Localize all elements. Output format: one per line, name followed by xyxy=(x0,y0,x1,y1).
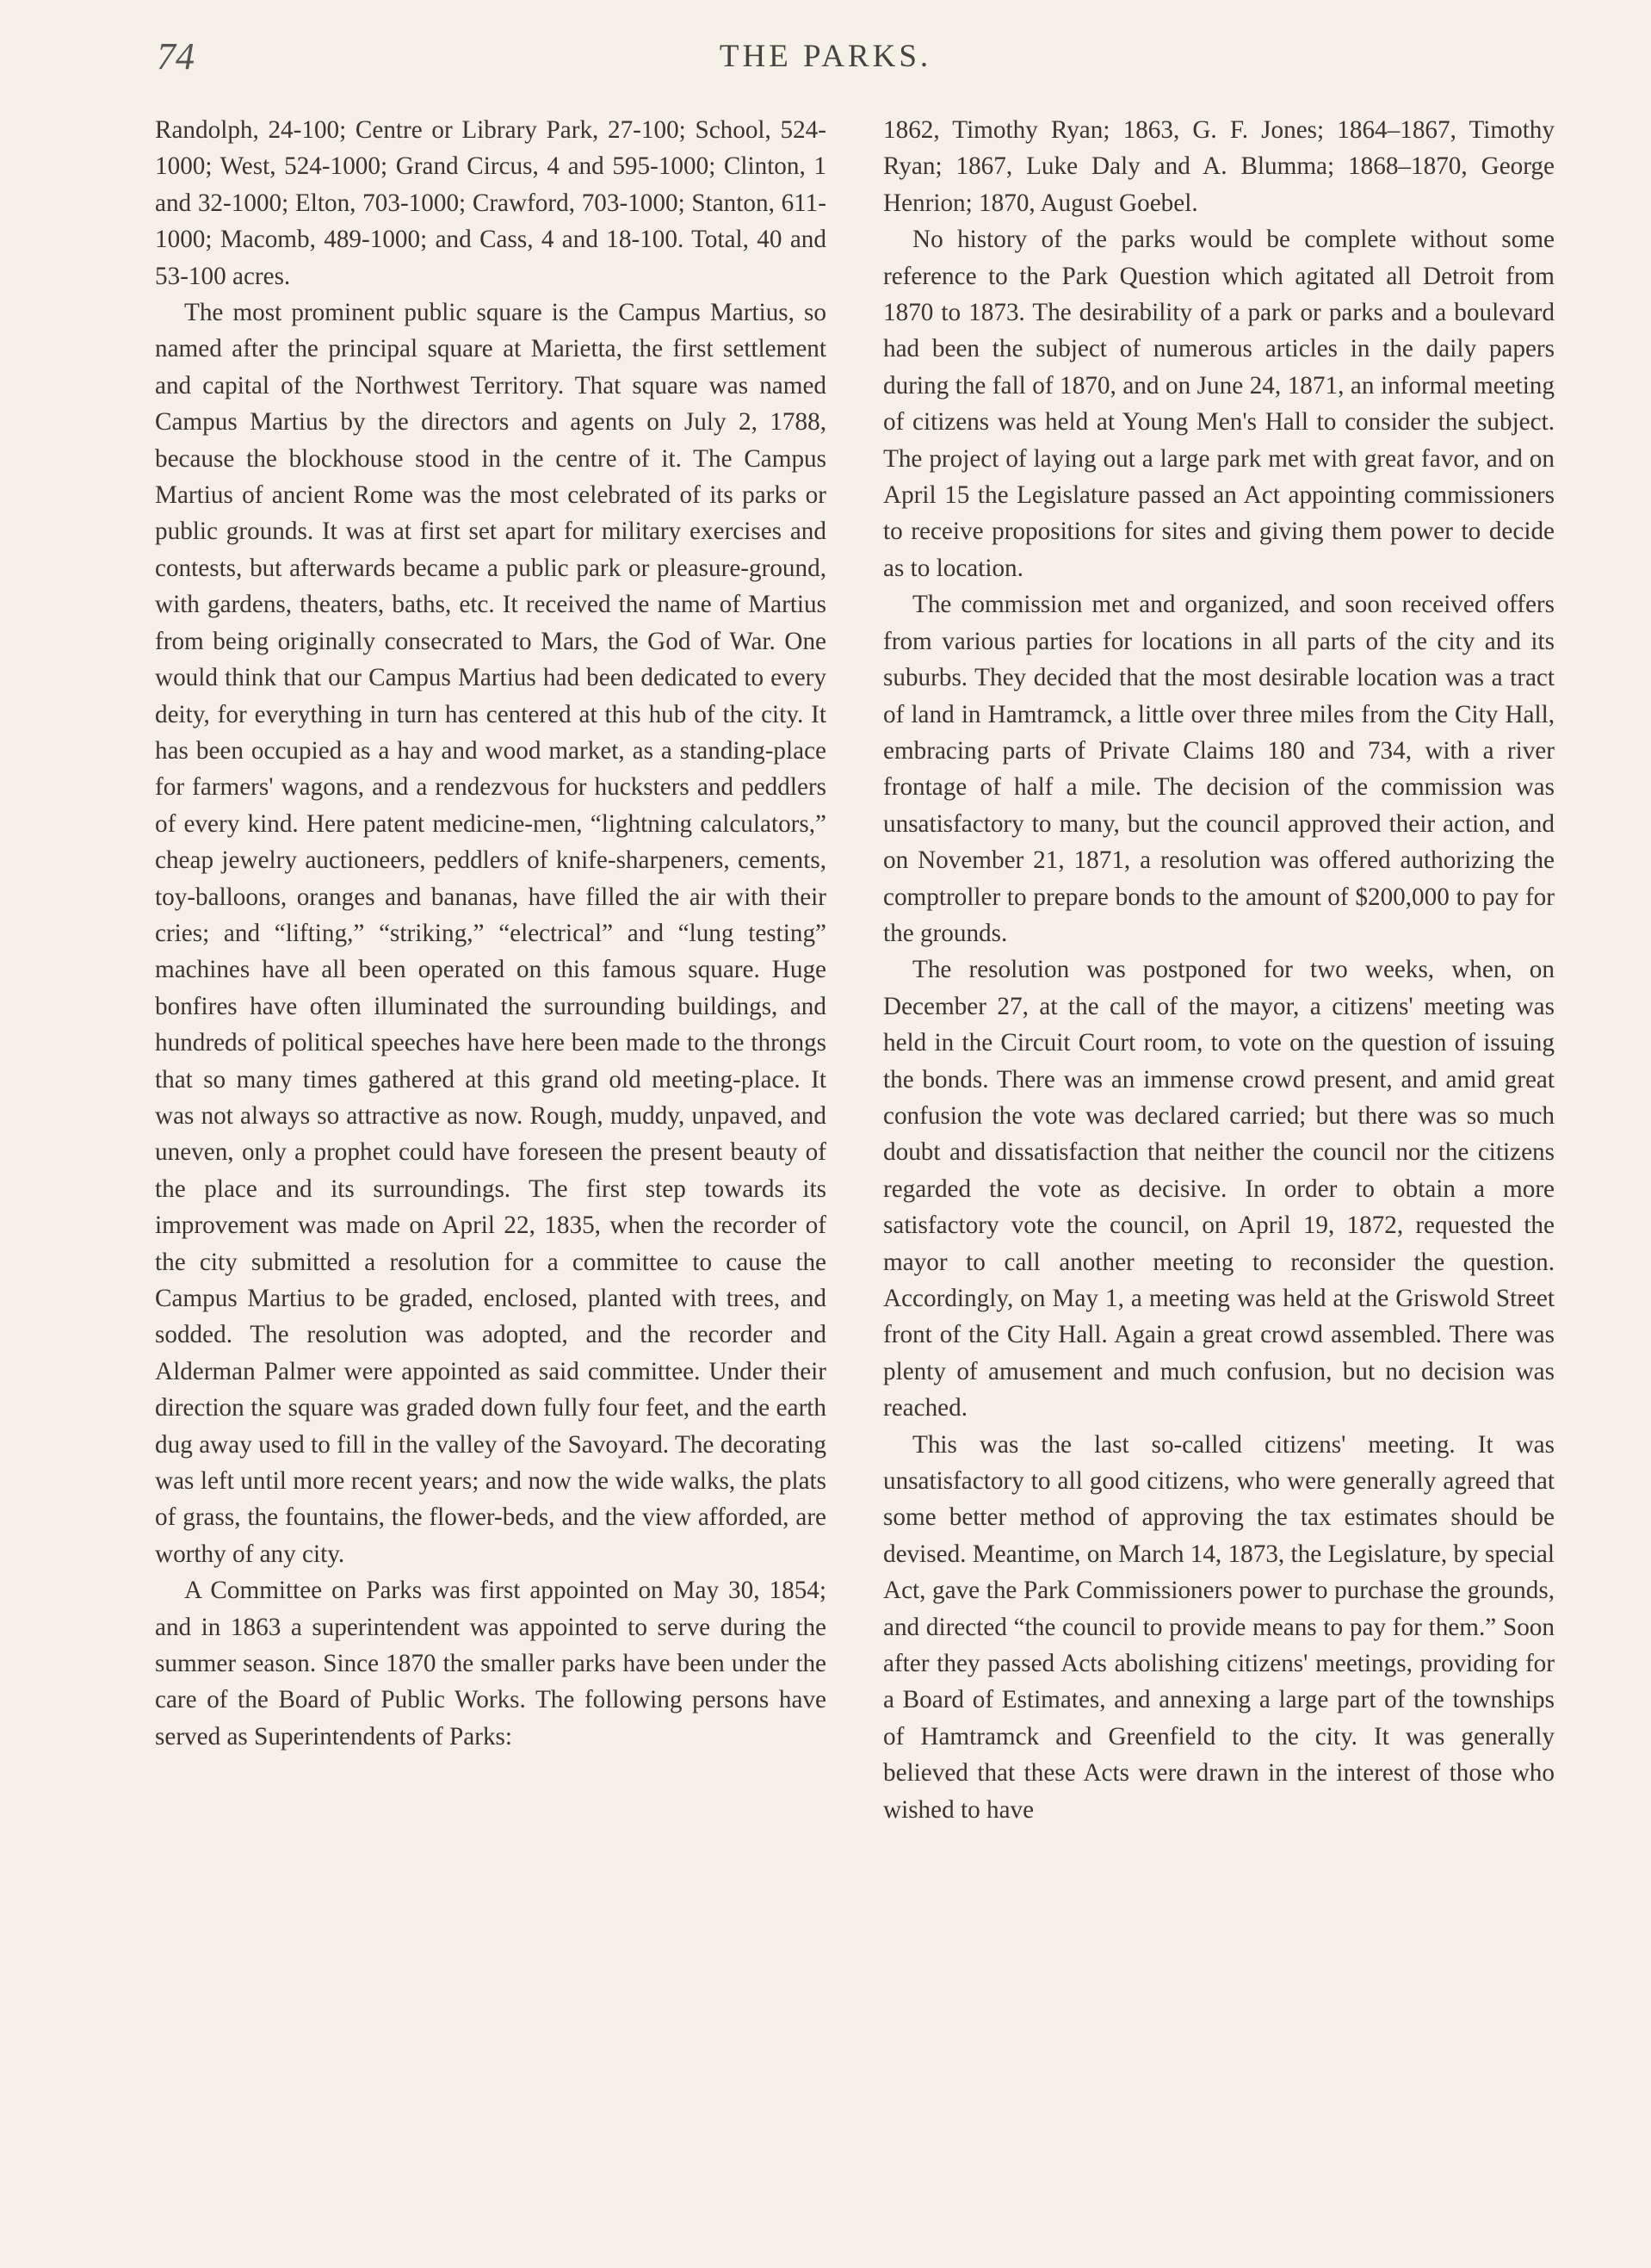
running-title: THE PARKS. xyxy=(719,39,932,74)
left-column xyxy=(155,112,826,1755)
paragraph: 1862, Timothy Ryan; 1863, G. F. Jones; 1864–1867, Timothy Ryan; 1867, Luke Daly and A. Blumma; 1868–1870, George Henrion; 1870, August Goebel. xyxy=(883,116,1555,217)
paragraph: The commission met and organized, and soon received offers from various parties for locations in all parts of the city and its suburbs. They decided that the most desirable location was a tract of land in Hamtramck, a little over three miles from the City Hall, embracing parts of Private Claims 180 and 734, with a river frontage of half a mile. The decision of the commission was unsatisfactory to many, but the council approved their action, and on November 21, 1871, a resolution was offered authorizing the comptroller to prepare bonds to the amount of $200,000 to pay for the grounds. xyxy=(883,591,1555,947)
right-column xyxy=(883,112,1555,1828)
paragraph: No history of the parks would be complete without some reference to the Park Question which agitated all Detroit from 1870 to 1873. The desirability of a park or parks and a boulevard had been the subject of numerous articles in the daily papers during the fall of 1870, and on June 24, 1871, an informal meeting of citizens was held at Young Men's Hall to consider the subject. The project of laying out a large park met with great favor, and on April 15 the Legislature passed an Act appointing commissioners to receive propositions for sites and giving them power to decide as to location. xyxy=(883,226,1555,582)
paragraph: A Committee on Parks was first appointed on May 30, 1854; and in 1863 a superintendent was appointed to serve during the summer season. Since 1870 the smaller parks have been under the care of the Board of Public Works. The following persons have served as Superintendents of Parks: xyxy=(155,1577,826,1751)
paragraph: Randolph, 24-100; Centre or Library Park, 27-100; School, 524-1000; West, 524-1000; Grand Circus, 4 and 595-1000; Clinton, 1 and 32-1000; Elton, 703-1000; Crawford, 703-1000; Stanton, 611-1000; Macomb, 489-1000; and Cass, 4 and 18-100. Total, 40 and 53-100 acres. xyxy=(155,116,826,290)
page-number: 74 xyxy=(157,35,195,77)
paragraph: The most prominent public square is the Campus Martius, so named after the principal square at Marietta, the first settlement and capital of the Northwest Territory. That square was named Campus Martius by the directors and agents on July 2, 1788, because the blockhouse stood in the centre of it. The Campus Martius of ancient Rome was the most celebrated of its parks or public grounds. It was at first set apart for military exercises and contests, but afterwards became a public park or pleasure-ground, with gardens, theaters, baths, etc. It received the name of Martius from being originally consecrated to Mars, the God of War. One would think that our Campus Martius had been dedicated to every deity, for everything in turn has centered at this hub of the city. It has been occupied as a hay and wood market, as a standing-place for farmers' wagons, and a rendezvous for hucksters and peddlers of every kind. Here patent medicine-men, “lightning calculators,” cheap jewelry auctioneers, peddlers of knife-sharpeners, cements, toy-balloons, oranges and bananas, have filled the air with their cries; and “lifting,” “striking,” “electrical” and “lung testing” machines have all been operated on this famous square. Huge bonfires have often illuminated the surrounding buildings, and hundreds of political speeches have here been made to the throngs that so many times gathered at this grand old meeting-place. It was not always so attractive as now. Rough, muddy, unpaved, and uneven, only a prophet could have foreseen the present beauty of the place and its surroundings. The first step towards its improvement was made on April 22, 1835, when the recorder of the city submitted a resolution for a committee to cause the Campus Martius to be graded, enclosed, planted with trees, and sodded. The resolution was adopted, and the recorder and Alderman Palmer were appointed as said committee. Under their direction the square was graded down fully four feet, and the earth dug away used to fill in the valley of the Savoyard. The decorating was left until more recent years; and now the wide walks, the plats of grass, the fountains, the flower-beds, and the view afforded, are worthy of any city. xyxy=(155,299,826,1568)
paragraph: The resolution was postponed for two weeks, when, on December 27, at the call of the mayor, a citizens' meeting was held in the Circuit Court room, to vote on the question of issuing the bonds. There was an immense crowd present, and amid great confusion the vote was declared carried; but there was so much doubt and dissatisfaction that neither the council nor the citizens regarded the vote as decisive. In order to obtain a more satisfactory vote the council, on April 19, 1872, requested the mayor to call another meeting to reconsider the question. Accordingly, on May 1, a meeting was held at the Griswold Street front of the City Hall. Again a great crowd assembled. There was plenty of amusement and much confusion, but no decision was reached. xyxy=(883,956,1555,1422)
paragraph: This was the last so-called citizens' meeting. It was unsatisfactory to all good citizens, who were generally agreed that some better method of approving the tax estimates should be devised. Meantime, on March 14, 1873, the Legislature, by special Act, gave the Park Commissioners power to purchase the grounds, and directed “the council to provide means to pay for them.” Soon after they passed Acts abolishing citizens' meetings, providing for a Board of Estimates, and annexing a large part of the townships of Hamtramck and Greenfield to the city. It was generally believed that these Acts were drawn in the interest of those who wished to have xyxy=(883,1430,1555,1824)
